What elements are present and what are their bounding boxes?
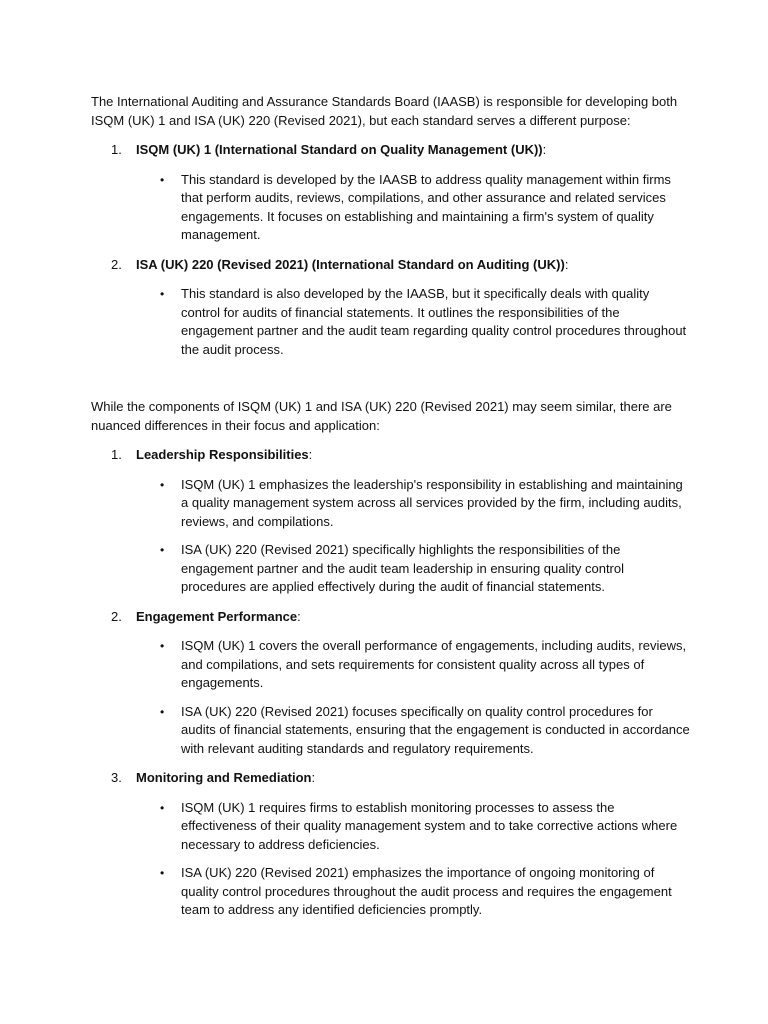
item-number: 2. (111, 608, 122, 624)
bullet-text: ISA (UK) 220 (Revised 2021) focuses specifically on quality control procedures for audits of financial statements, ensuring that the engagement is conducted in accordance with relevant auditing standards and regulatory requirements. (181, 703, 690, 756)
item-suffix: : (308, 447, 313, 462)
bullet-text: ISQM (UK) 1 covers the overall performance of engagements, including audits, reviews, and compilations, and sets requirements for consistent quality across all types of engagements. (181, 638, 687, 690)
bullet-text: This standard is developed by the IAASB to address quality management within firms that perform audits, reviews, compilations, and other assurance and related services engagements. It focuses on establishing and maintaining a firm's system of quality management. (181, 171, 671, 242)
bullet-text: ISA (UK) 220 (Revised 2021) emphasizes the importance of ongoing monitoring of quality control procedures throughout the audit process and requires the engagement team to address any identified deficiencies promptly. (181, 865, 672, 917)
bullet-list (91, 799, 691, 920)
bullet-list (91, 171, 691, 245)
bullet-text: ISQM (UK) 1 emphasizes the leadership's responsibility in establishing and maintaining a quality management system across all services provided by the firm, including audits, reviews, and compilations. (181, 476, 683, 529)
bullet-dot-icon: • (160, 866, 165, 880)
item-title: Monitoring and Remediation (136, 770, 312, 785)
section2-intro: While the components of ISQM (UK) 1 and ISA (UK) 220 (Revised 2021) may seem similar, there are nuanced differences in their focus and application: (91, 399, 672, 433)
item-number: 2. (111, 256, 122, 272)
bullet-dot-icon: • (160, 543, 165, 557)
numbered-item (91, 446, 691, 465)
bullet-text: ISQM (UK) 1 requires firms to establish monitoring processes to assess the effectiveness of their quality management system and to take corrective actions where necessary to address deficiencies. (181, 799, 678, 852)
bullet-dot-icon: • (160, 639, 165, 653)
bullet-dot-icon: • (160, 800, 165, 815)
bullet-item (91, 637, 691, 693)
bullet-list (91, 476, 691, 597)
bullet-list (91, 285, 691, 359)
item-title: ISQM (UK) 1 (International Standard on Quality Management (UK)) (136, 142, 543, 157)
bullet-item (91, 864, 691, 920)
bullet-text: This standard is also developed by the IAASB, but it specifically deals with quality control for audits of financial statements. It outlines the responsibilities of the engagement partner and the audit team regarding quality control procedures throughout the audit process. (181, 286, 687, 357)
document-page (91, 93, 691, 931)
bullet-item (91, 703, 691, 759)
bullet-text: ISA (UK) 220 (Revised 2021) specifically highlights the responsibilities of the engagement partner and the audit team leadership in ensuring quality control procedures are applied effectively during the audit of financial statements. (181, 542, 625, 594)
section-spacer (91, 370, 691, 398)
item-number: 1. (111, 447, 122, 462)
bullet-dot-icon: • (160, 287, 165, 301)
numbered-item (91, 769, 691, 788)
item-suffix: : (297, 608, 301, 624)
numbered-item (91, 608, 691, 627)
bullet-list (91, 637, 691, 758)
item-number: 3. (111, 770, 122, 785)
item-number: 1. (111, 142, 122, 157)
bullet-item (91, 541, 691, 597)
bullet-item (91, 799, 691, 855)
item-suffix: : (311, 770, 316, 785)
bullet-item (91, 285, 691, 359)
item-suffix: : (542, 142, 547, 157)
numbered-item (91, 256, 691, 275)
bullet-dot-icon: • (160, 172, 165, 187)
bullet-item (91, 476, 691, 532)
item-suffix: : (564, 256, 569, 272)
bullet-dot-icon: • (160, 704, 165, 719)
bullet-item (91, 171, 691, 245)
bullet-dot-icon: • (160, 477, 165, 492)
item-title: Engagement Performance (136, 608, 298, 624)
numbered-item (91, 141, 691, 160)
section1-intro: The International Auditing and Assurance Standards Board (IAASB) is responsible for developing both ISQM (UK) 1 and ISA (UK) 220 (Revised 2021), but each standard serves a different purpose: (91, 94, 678, 128)
item-title: Leadership Responsibilities (136, 447, 309, 462)
item-title: ISA (UK) 220 (Revised 2021) (International Standard on Auditing (UK)) (136, 256, 565, 272)
